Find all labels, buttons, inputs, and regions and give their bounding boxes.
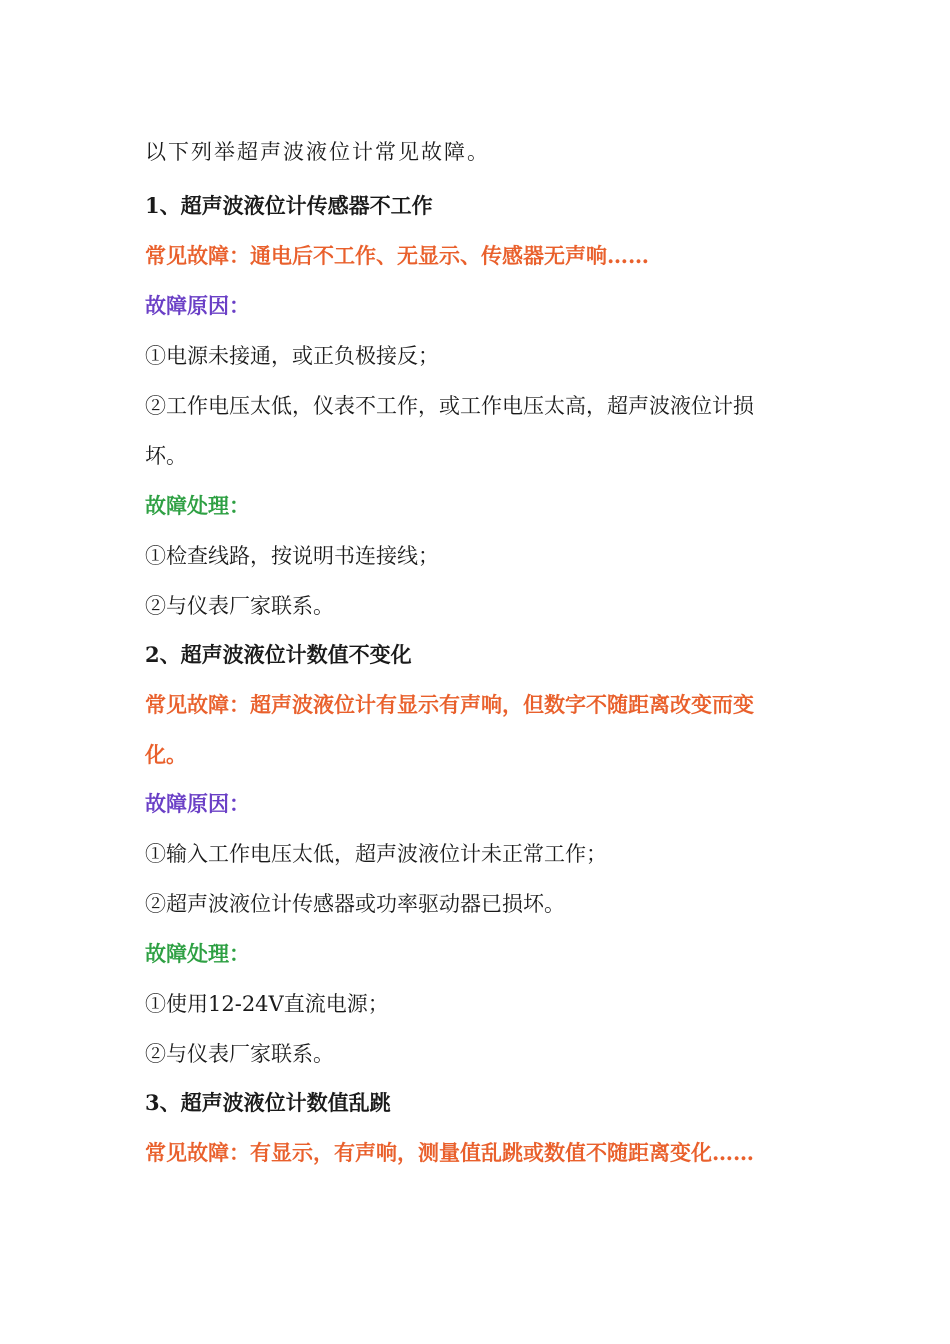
section-1-cause-1: ①电源未接通，或正负极接反； <box>145 344 439 368</box>
section-3-symptom: 常见故障：有显示，有声响，测量值乱跳或数值不随距离变化…… <box>145 1140 754 1165</box>
section-1-cause-label: 故障原因： <box>145 293 250 318</box>
section-1-fix-2: ②与仪表厂家联系。 <box>145 594 334 618</box>
section-1-cause-2-cont: 坏。 <box>145 444 187 468</box>
section-2-fix-2: ②与仪表厂家联系。 <box>145 1042 334 1066</box>
section-2-cause-2: ②超声波液位计传感器或功率驱动器已损坏。 <box>145 892 565 916</box>
section-2-heading: 2、超声波液位计数值不变化 <box>145 642 412 667</box>
section-1-fix-label: 故障处理： <box>145 493 250 518</box>
section-1-cause-2: ②工作电压太低，仪表不工作，或工作电压太高，超声波液位计损 <box>145 394 754 418</box>
section-2-fix-1: ①使用12-24V直流电源； <box>145 992 389 1016</box>
section-1-heading: 1、超声波液位计传感器不工作 <box>145 193 433 218</box>
section-2-cause-1: ①输入工作电压太低，超声波液位计未正常工作； <box>145 842 607 866</box>
section-2-symptom: 常见故障：超声波液位计有显示有声响，但数字不随距离改变而变 <box>145 692 754 717</box>
section-1-fix-1: ①检查线路，按说明书连接线； <box>145 544 439 568</box>
intro-text: 以下列举超声波液位计常见故障。 <box>145 140 490 164</box>
section-1-symptom: 常见故障：通电后不工作、无显示、传感器无声响…… <box>145 243 649 268</box>
section-2-cause-label: 故障原因： <box>145 791 250 816</box>
section-2-fix-label: 故障处理： <box>145 941 250 966</box>
section-2-symptom-cont: 化。 <box>145 742 187 767</box>
section-3-heading: 3、超声波液位计数值乱跳 <box>145 1090 391 1115</box>
